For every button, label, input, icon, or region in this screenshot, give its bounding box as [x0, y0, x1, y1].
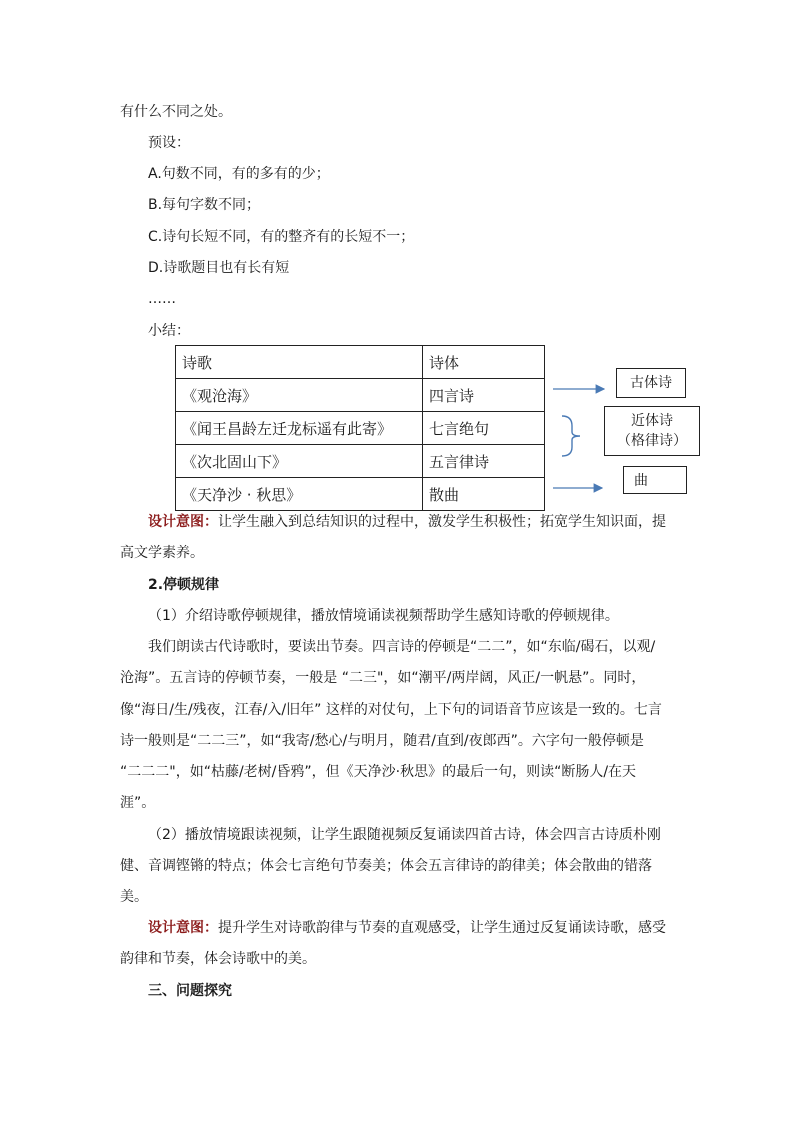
poem-form: 散曲: [423, 478, 545, 511]
poem-form: 四言诗: [423, 379, 545, 412]
header-poem: 诗歌: [176, 346, 423, 379]
paragraph-1: （1）介绍诗歌停顿规律，播放情境诵读视频帮助学生感知诗歌的停顿规律。: [148, 608, 619, 624]
paragraph-3-line: 美。: [120, 889, 148, 905]
design-intent-1-cont: 高文学素养。: [120, 545, 204, 561]
poem-title: 《天净沙 · 秋思》: [176, 478, 423, 511]
poem-title: 《闻王昌龄左迁龙标遥有此寄》: [176, 412, 423, 445]
paragraph-3-line: （2）播放情境跟读视频，让学生跟随视频反复诵读四首古诗，体会四言古诗质朴刚: [148, 827, 661, 843]
brace-icon: [562, 416, 580, 456]
paragraph-2-line: 诗一般则是“二二三”，如“我寄/愁心/与明月，随君/直到/夜郎西”。六字句一般停顿是: [120, 733, 644, 749]
design-intent-label: 设计意图：: [148, 920, 218, 936]
preset-item-b: B.每句字数不同；: [148, 197, 261, 213]
section-3-title: 三、问题探究: [148, 983, 232, 999]
ellipsis: ……: [148, 291, 176, 307]
intro-line: 有什么不同之处。: [120, 104, 232, 120]
category-modern-box: [604, 406, 700, 456]
preset-item-c: C.诗句长短不同，有的整齐有的长短不一；: [148, 229, 415, 245]
design-intent-2: [148, 918, 666, 938]
summary-label: 小结：: [148, 323, 190, 339]
poem-form: 七言绝句: [423, 412, 545, 445]
section-2-title: 2.停顿规律: [148, 577, 220, 593]
preset-label: 预设：: [148, 135, 190, 151]
paragraph-2-line: 我们朗读古代诗歌时，要读出节奏。四言诗的停顿是“二二”，如“东临/碣石，以观/: [148, 639, 656, 655]
paragraph-2-line: 像“海日/生/残夜，江春/入/旧年” 这样的对仗句，上下句的词语音节应该是一致的。七言: [120, 702, 662, 718]
category-qu-label: 曲: [634, 473, 648, 489]
paragraph-2-line: 涯”。: [120, 795, 156, 811]
category-modern-label: 近体诗: [631, 413, 673, 429]
paragraph-2-line: “二二二"，如“枯藤/老树/昏鸦”，但《天净沙·秋思》的最后一句，则读“断肠人/在天: [120, 764, 637, 780]
poem-title: 《观沧海》: [176, 379, 423, 412]
design-intent-1: [148, 512, 666, 532]
preset-item-d: D.诗歌题目也有长有短: [148, 260, 290, 276]
preset-item-a: A.句数不同，有的多有的少；: [148, 166, 330, 182]
design-intent-text: 让学生融入到总结知识的过程中，激发学生积极性；拓宽学生知识面，提: [218, 514, 666, 530]
category-qu-box: [623, 466, 687, 494]
header-form: 诗体: [423, 346, 545, 379]
design-intent-2-cont: 韵律和节奏，体会诗歌中的美。: [120, 951, 316, 967]
category-ancient-box: [616, 368, 686, 398]
category-modern-sublabel: （格律诗）: [617, 433, 687, 449]
paragraph-2-line: 沧海”。五言诗的停顿节奏，一般是 “二三"，如“潮平/两岸阔，风正/一帆悬”。同时，: [120, 670, 646, 686]
design-intent-text: 提升学生对诗歌韵律与节奏的直观感受，让学生通过反复诵读诗歌，感受: [218, 920, 666, 936]
poem-form: 五言律诗: [423, 445, 545, 478]
paragraph-3-line: 健、音调铿锵的特点；体会七言绝句节奏美；体会五言律诗的韵律美；体会散曲的错落: [120, 858, 652, 874]
poem-title: 《次北固山下》: [176, 445, 423, 478]
category-ancient-label: 古体诗: [630, 375, 672, 391]
design-intent-label: 设计意图：: [148, 514, 218, 530]
